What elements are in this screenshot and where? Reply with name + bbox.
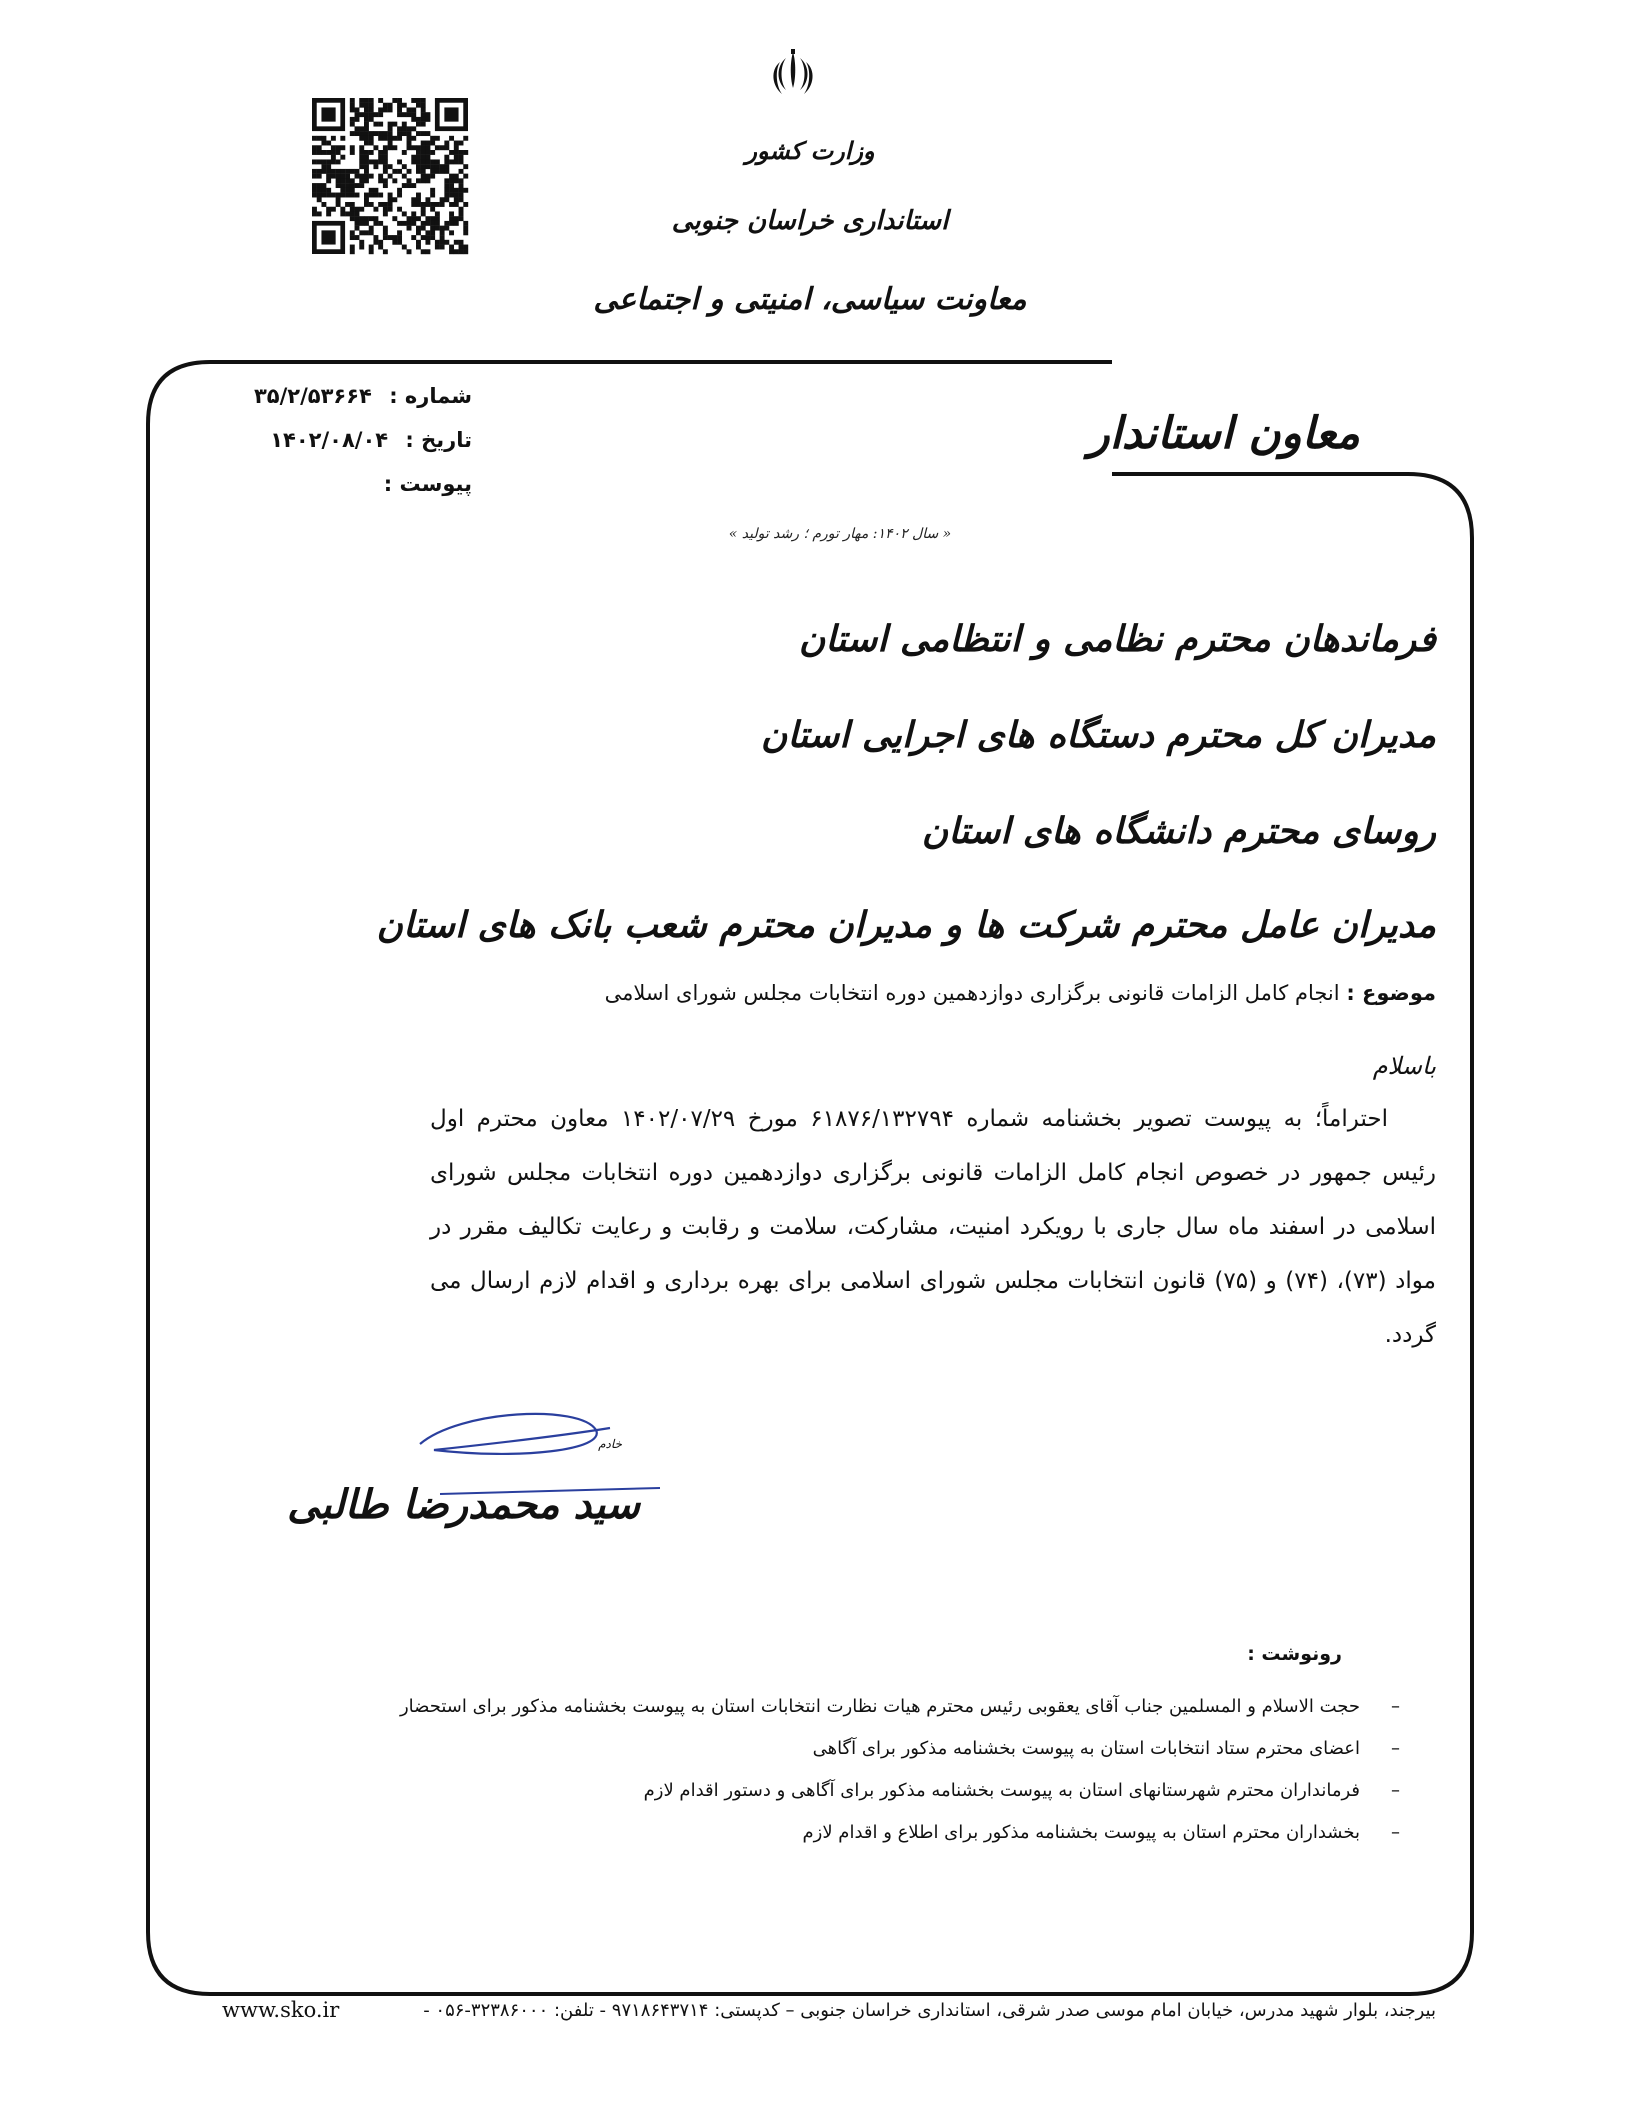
cc-item (200, 1728, 1400, 1770)
cc-item-text: فرمانداران محترم شهرستانهای استان به پیوست بخشنامه مذکور برای آگاهی و دستور اقدام لازم (643, 1780, 1360, 1801)
signature (287, 1380, 680, 1550)
signature-ink-stroke (420, 1414, 610, 1454)
footer-website-link[interactable]: www.sko.ir (222, 1998, 340, 2022)
letter-body (430, 1092, 1436, 1362)
cc-title: رونوشت : (1247, 1643, 1342, 1665)
body-paragraph: احتراماً؛ به پیوست تصویر بخشنامه شماره ۶۱۸۷۶/۱۳۲۷۹۴ مورخ ۱۴۰۲/۰۷/۲۹ معاون محترم اول رئیس جمهور در خصوص انجام کامل الزامات قانونی برگزاری دوازدهمین دوره انتخابات مجلس شورای اسلامی در اسفند ماه سال جاری با رویکرد امنیت، مشارکت، سلامت و رقابت و رعایت تکالیف مقرر در مواد (۷۳)، (۷۴) و (۷۵) قانون انتخابات مجلس شورای اسلامی برای بهره برداری و اقدام لازم ارسال می گردد. (430, 1106, 1437, 1348)
letter-number-row (254, 384, 472, 408)
qr-code-icon (312, 98, 468, 254)
deputy-office-name: معاونت سیاسی، امنیتی و اجتماعی (593, 282, 1027, 317)
cc-item (200, 1770, 1400, 1812)
letter-date-value: ۱۴۰۲/۰۸/۰۴ (270, 428, 389, 452)
signature-name: سید محمدرضا طالبی (287, 1481, 640, 1528)
recipient-line: مدیران عامل محترم شرکت ها و مدیران محترم شعب بانک های استان (376, 904, 1436, 946)
letter-number-value: ۳۵/۲/۵۳۶۶۴ (253, 384, 372, 408)
province-name: استانداری خراسان جنوبی (671, 206, 949, 236)
subject-label: موضوع : (1346, 981, 1436, 1005)
cc-item-text: حجت الاسلام و المسلمین جناب آقای یعقوبی رئیس محترم هیات نظارت انتخابات استان به پیوست بخشنامه مذکور برای استحضار (399, 1696, 1360, 1717)
letter-attachment-label: پیوست : (383, 472, 472, 496)
cc-item-text: بخشداران محترم استان به پیوست بخشنامه مذکور برای اطلاع و اقدام لازم (802, 1822, 1360, 1843)
year-slogan: « سال ۱۴۰۲: مهار تورم ؛ رشد تولید » (728, 526, 952, 542)
signature-small-mark: خادم (598, 1437, 622, 1451)
cc-item (200, 1686, 1400, 1728)
footer-address: بیرجند، بلوار شهید مدرس، خیابان امام موسی صدر شرقی، استانداری خراسان جنوبی – کدپستی: ۹۷۱۸۶۴۳۷۱۴ - تلفن: ۳۲۳۸۶۰۰۰-۰۵۶ - (423, 2000, 1436, 2021)
letter-attachment-row (374, 472, 472, 496)
letter-subject (196, 977, 1436, 1009)
greeting: باسلام (1372, 1052, 1436, 1080)
ministry-name: وزارت کشور (745, 136, 875, 165)
cc-dash: – (1391, 1780, 1400, 1801)
letter-date-row (270, 428, 472, 452)
recipient-line: مدیران کل محترم دستگاه های اجرایی استان (760, 714, 1436, 756)
recipient-line: روسای محترم دانشگاه های استان (921, 810, 1436, 852)
cc-list (200, 1686, 1400, 1854)
cc-item-text: اعضای محترم ستاد انتخابات استان به پیوست بخشنامه مذکور برای آگاهی (812, 1738, 1360, 1759)
letter-number-label: شماره : (389, 384, 472, 408)
cc-dash: – (1391, 1738, 1400, 1759)
cc-item (200, 1812, 1400, 1854)
letter-date-label: تاریخ : (405, 428, 472, 452)
subject-text: انجام کامل الزامات قانونی برگزاری دوازدهمین دوره انتخابات مجلس شورای اسلامی (604, 981, 1340, 1005)
cc-dash: – (1391, 1696, 1400, 1717)
sender-title: معاون استاندار (1088, 408, 1360, 459)
cc-dash: – (1391, 1822, 1400, 1843)
iran-emblem-icon (768, 48, 818, 100)
recipient-line: فرماندهان محترم نظامی و انتظامی استان (798, 618, 1436, 660)
